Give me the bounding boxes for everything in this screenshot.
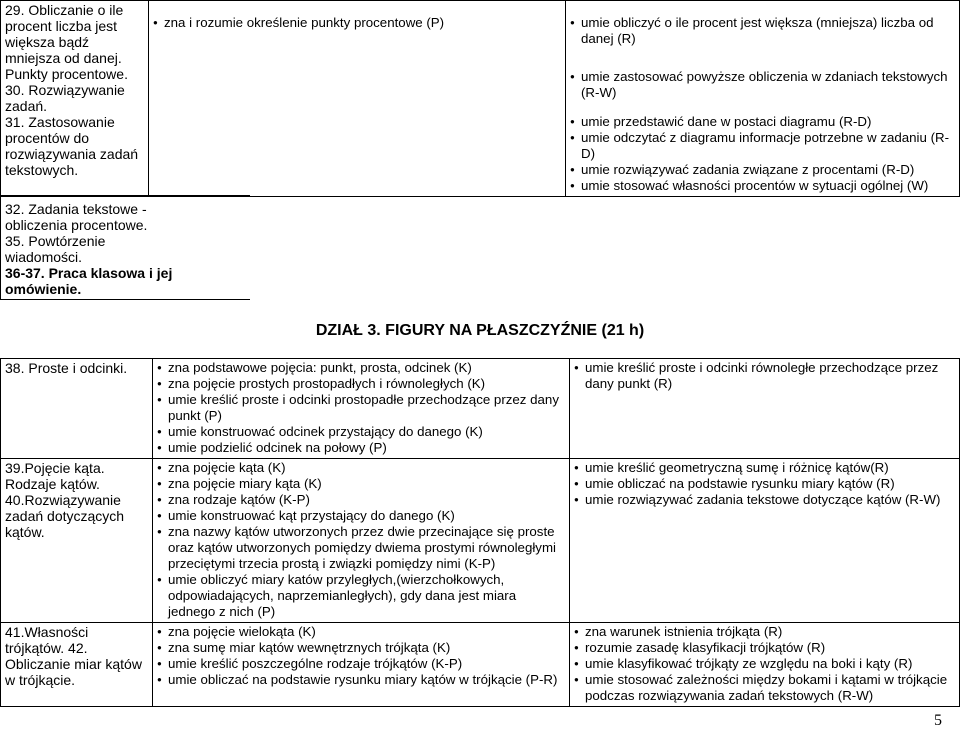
requirement-item: ● umie rozwiązywać zadania związane z procentami (R-D) xyxy=(570,162,954,178)
section-heading: DZIAŁ 3. FIGURY NA PŁASZCZYŹNIE (21 h) xyxy=(315,322,645,339)
table-row xyxy=(1,359,960,459)
requirement-item: ● umie kreślić proste i odcinki równoległe przechodzące przez dany punkt (R) xyxy=(574,360,954,392)
requirement-item: ● zna podstawowe pojęcia: punkt, prosta, odcinek (K) xyxy=(157,360,564,376)
extended-requirements-cell xyxy=(570,459,960,623)
requirement-item: ● zna warunek istnienia trójkąta (R) xyxy=(574,624,954,640)
empty-cell xyxy=(250,196,960,300)
table-row xyxy=(1,1,960,197)
basic-requirements-cell xyxy=(153,459,570,623)
requirement-item: ● zna sumę miar kątów wewnętrznych trójkąta (K) xyxy=(157,640,564,656)
topic-cell: 38. Proste i odcinki. xyxy=(1,359,153,459)
topic-line: 31. Zastosowanie procentów do rozwiązywania zadań tekstowych. xyxy=(5,114,139,178)
requirement-item: ● umie obliczyć o ile procent jest większa (mniejsza) liczba od danej (R) xyxy=(570,15,954,47)
requirement-item: ● umie stosować zależności między bokami i kątami w trójkącie podczas rozwiązywania zadań tekstowych (R-W) xyxy=(574,672,954,704)
basic-requirements-cell xyxy=(153,359,570,459)
requirement-item: ● umie kreślić poszczególne rodzaje trójkątów (K-P) xyxy=(157,656,564,672)
topic-cell xyxy=(1,196,251,300)
requirement-item: ● zna i rozumie określenie punkty procentowe (P) xyxy=(153,15,560,31)
table-row xyxy=(1,623,960,707)
requirement-item: ● zna pojęcie prostych prostopadłych i równoległych (K) xyxy=(157,376,564,392)
requirement-item: ● zna pojęcie miary kąta (K) xyxy=(157,476,564,492)
table-section-percentages xyxy=(0,0,960,197)
requirement-item: ● umie klasyfikować trójkąty ze względu na boki i kąty (R) xyxy=(574,656,954,672)
requirement-item: ● rozumie zasadę klasyfikacji trójkątów (R) xyxy=(574,640,954,656)
table-row xyxy=(1,196,960,300)
requirement-item: ● umie konstruować kąt przystający do danego (K) xyxy=(157,508,564,524)
requirement-item: ● umie rozwiązywać zadania tekstowe dotyczące kątów (R-W) xyxy=(574,492,954,508)
topic-line-bold: 36-37. Praca klasowa i jej omówienie. xyxy=(5,265,173,297)
requirement-item: ● umie obliczać na podstawie rysunku miary kątów (R) xyxy=(574,476,954,492)
requirement-item: ● umie przedstawić dane w postaci diagramu (R-D) xyxy=(570,114,954,130)
requirement-item: ● umie obliczyć miary katów przyległych,(wierzchołkowych, odpowiadających, naprzemianległych), gdy dana jest miara jednego z nich (P) xyxy=(157,572,564,620)
topic-cell: 41.Własności trójkątów. 42. Obliczanie miar kątów w trójkącie. xyxy=(1,623,153,707)
topic-cell: 39.Pojęcie kąta. Rodzaje kątów. 40.Rozwiązywanie zadań dotyczących kątów. xyxy=(1,459,153,623)
requirement-item: ● zna pojęcie kąta (K) xyxy=(157,460,564,476)
extended-requirements-cell xyxy=(566,1,960,197)
topic-cell xyxy=(1,1,149,197)
table-section-figures xyxy=(0,358,960,707)
requirement-item: ● umie kreślić proste i odcinki prostopadłe przechodzące przez dany punkt (P) xyxy=(157,392,564,424)
requirement-item: ● umie konstruować odcinek przystający do danego (K) xyxy=(157,424,564,440)
requirement-item: ● umie kreślić geometryczną sumę i różnicę kątów(R) xyxy=(574,460,954,476)
requirement-item: ● zna nazwy kątów utworzonych przez dwie przecinające się proste oraz kątów utworzonych pomiędzy dwiema prostymi równoległymi przeciętymi trzecia prostą i związki pomiędzy nimi (K-P) xyxy=(157,524,564,572)
basic-requirements-cell xyxy=(149,1,566,197)
topic-line: 32. Zadania tekstowe - obliczenia procentowe. xyxy=(5,201,148,233)
topic-line: 30. Rozwiązywanie zadań. xyxy=(5,82,125,114)
requirement-item: ● umie zastosować powyższe obliczenia w zdaniach tekstowych (R-W) xyxy=(570,69,954,101)
table-section-review xyxy=(0,195,960,300)
requirement-item: ● umie odczytać z diagramu informacje potrzebne w zadaniu (R-D) xyxy=(570,130,954,162)
requirement-item: ● zna pojęcie wielokąta (K) xyxy=(157,624,564,640)
requirement-item: ● umie stosować własności procentów w sytuacji ogólnej (W) xyxy=(570,178,954,194)
basic-requirements-cell xyxy=(153,623,570,707)
topic-line: 29. Obliczanie o ile procent liczba jest większa bądź mniejsza od danej. Punkty procentowe. xyxy=(5,2,128,82)
requirement-item: ● umie podzielić odcinek na połowy (P) xyxy=(157,440,564,456)
extended-requirements-cell xyxy=(570,359,960,459)
topic-line: 35. Powtórzenie wiadomości. xyxy=(5,233,106,265)
table-row xyxy=(1,459,960,623)
extended-requirements-cell xyxy=(570,623,960,707)
requirement-item: ● zna rodzaje kątów (K-P) xyxy=(157,492,564,508)
page-number: 5 xyxy=(934,712,942,729)
requirement-item: ● umie obliczać na podstawie rysunku miary kątów w trójkącie (P-R) xyxy=(157,672,564,688)
